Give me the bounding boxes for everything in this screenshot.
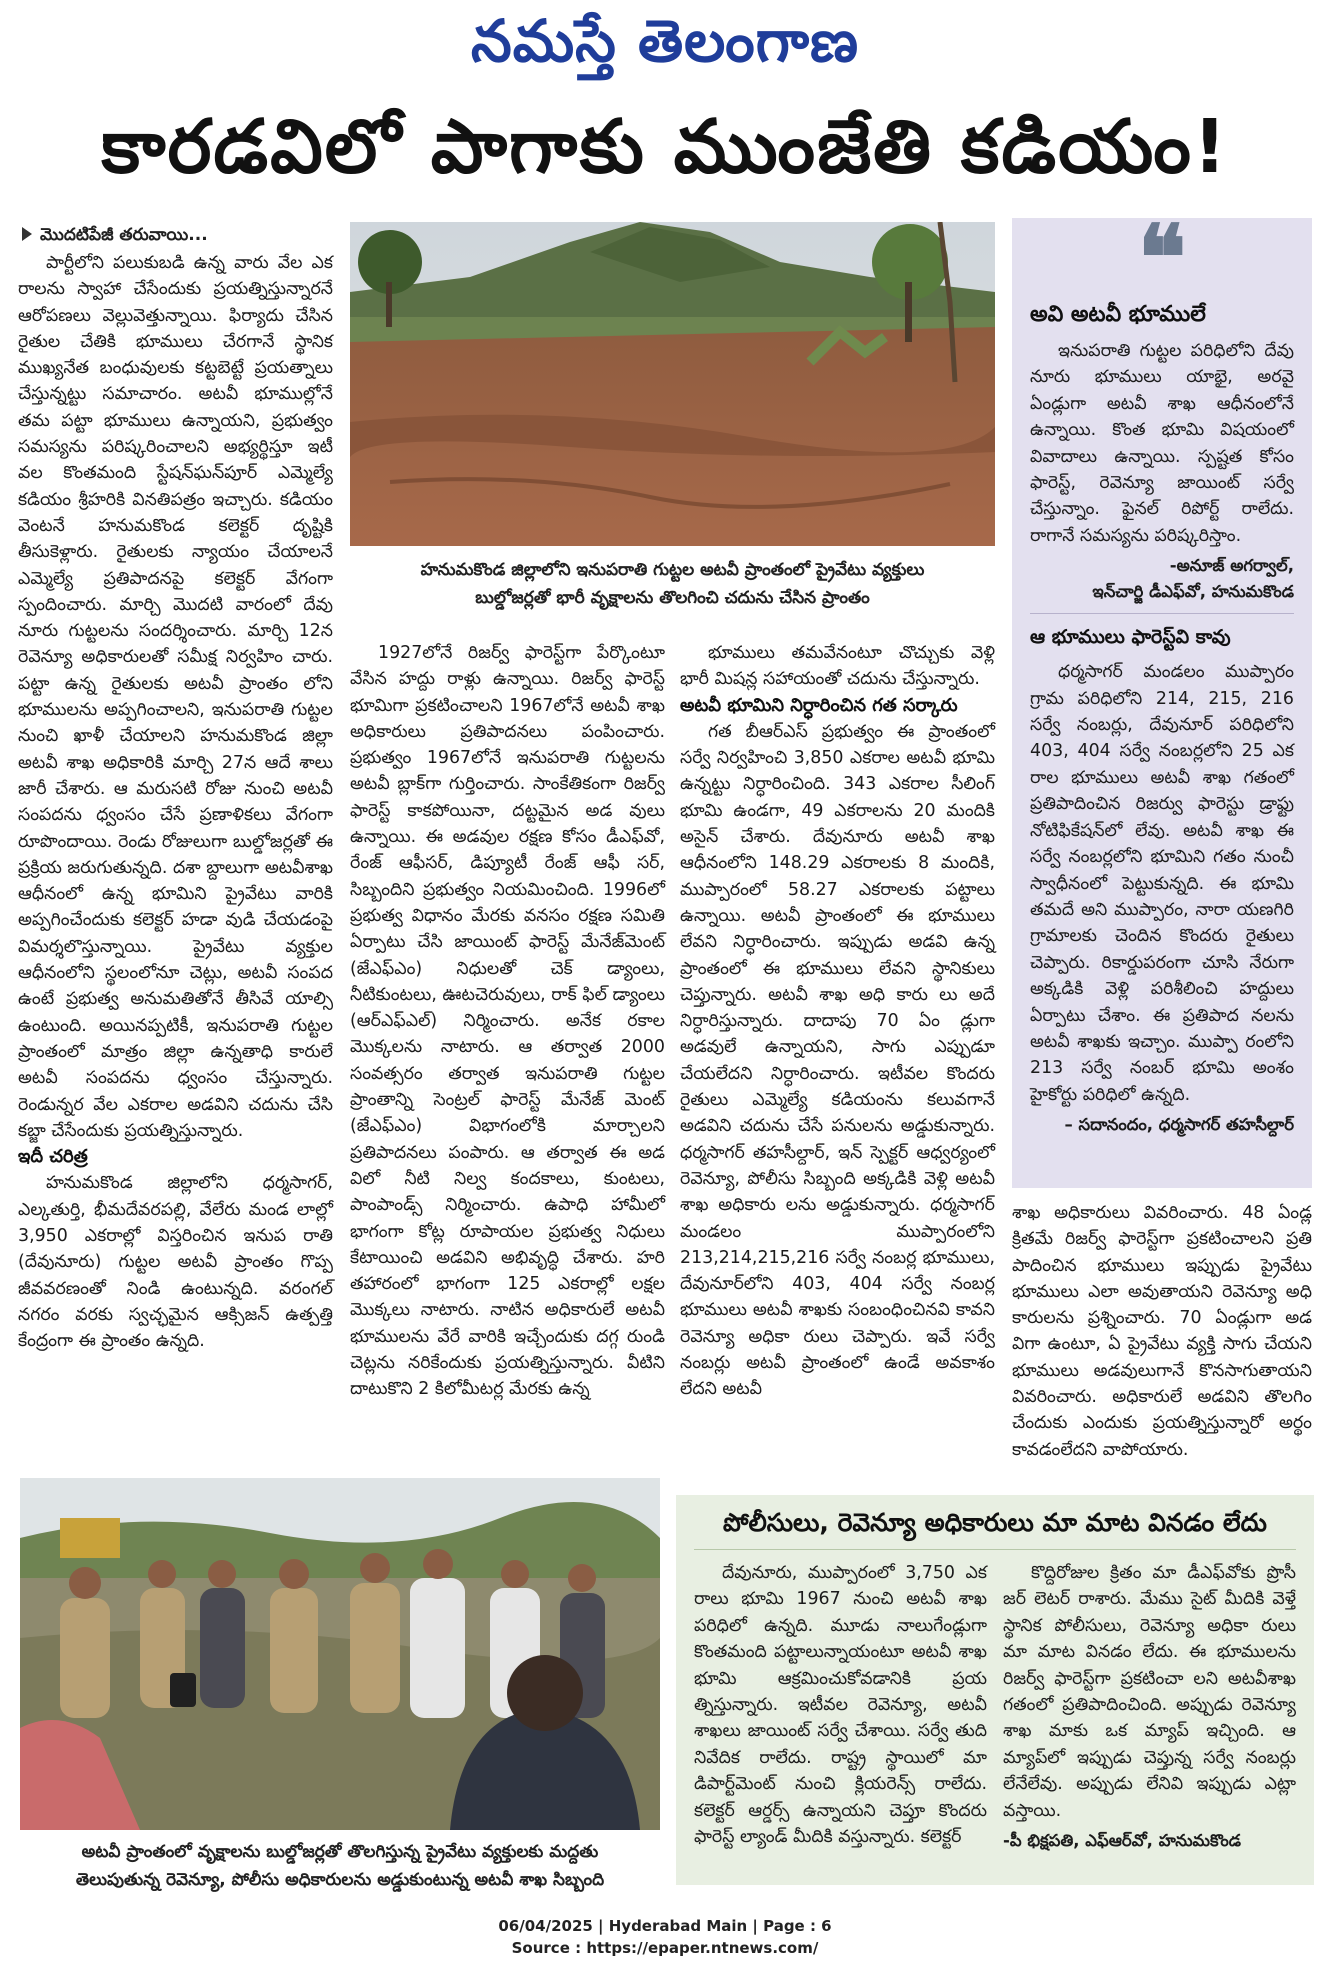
- continuation-kicker: [22, 222, 342, 248]
- photo-cleared-land: [350, 222, 995, 546]
- page-footer: [0, 1915, 1330, 1959]
- paragraph: దేవునూరు, ముప్పారంలో 3,750 ఎక రాలు భూమి 1967 నుంచి అటవీ శాఖ పరిధిలో ఉన్నది. మూడు నాలుగేండ్లుగా కొంతమంది పట్టాలున్నాయంటూ అటవీ శాఖ భూమి ఆక్రమించుకోవడానికి ప్రయ త్నిస్తున్నారు. ఇటీవల రెవెన్యూ, అటవీ శాఖలు జాయింట్ సర్వే చేశాయి. సర్వే తుది నివేదిక రాలేదు. రాష్ట్ర స్థాయిలో మా డిపార్ట్‌మెంట్ నుంచి క్లియరెన్స్ రాలేదు. కలెక్టర్ ఆర్డర్స్ ఉన్నాయని చెప్తూ కొందరు ఫారెస్ట్ ల్యాండ్ మీదికి వస్తున్నారు. కలెక్టర్: [694, 1563, 987, 1848]
- photo-caption-bottom: [20, 1838, 660, 1898]
- landscape-image: [350, 222, 995, 546]
- article-column-3: [680, 640, 995, 1480]
- article-column-4: [1012, 1200, 1312, 1480]
- quote-box-columns: [694, 1560, 1296, 1854]
- article-column-1: [18, 250, 333, 1470]
- paragraph: గత బీఆర్‌ఎస్ ప్రభుత్వం ఈ ప్రాంతంలో సర్వే నిర్వహించి 3,850 ఎకరాల అటవీ భూమి ఉన్నట్టు నిర్ధారించింది. 343 ఎకరాల సీలింగ్ భూమి ఉండగా, 49 ఎకరాలను 20 మందికి అసైన్ చేశారు. దేవునూరు అటవీ శాఖ ఆధీనంలోని 148.29 ఎకరాలకు 8 మందికి, ముప్పారంలో 58.27 ఎకరాలకు పట్టాలు ఉన్నాయి. అటవీ ప్రాంతంలో ఈ భూములు లేవని నిర్ధారించారు. ఇప్పుడు అడవి ఉన్న ప్రాంతంలో ఈ భూములు లేవని స్థానికులు చెప్తున్నారు. అటవీ శాఖ అధి కారు లు అదే నిర్ధారిస్తున్నారు. దాదాపు 70 ఏం డ్లుగా అడవులే ఉన్నాయని, సాగు ఎప్పుడూ చేయలేదని నిర్ధారించారు. ఇటీవల కొందరు రైతులు ఎమ్మెల్యే కడియంను కలువగానే అడవిని చదును చేసే పనులను అడ్డుకున్నారు. ధర్మసాగర్ తహసీల్దార్, ఇన్ స్పెక్టర్ ఆధ్వర్యంలో రెవెన్యూ, పోలీసు సిబ్బంది అక్కడికి వెళ్లి అటవీ శాఖ అధికారు లను అడ్డుకున్నారు. ధర్మసాగర్ మండలం ముప్పారంలోని 213,214,215,216 సర్వే నంబర్ల భూములు, దేవునూర్‌లోని 403, 404 సర్వే నంబర్ల భూములు అటవీ శాఖకు సంబంధించినవి కావని రెవెన్యూ అధికా రులు చెప్పారు. ఇవే సర్వే నంబర్లు అటవీ ప్రాంతంలో ఉండే అవకాశం లేదని అటవీ: [680, 721, 995, 1400]
- headline: కారడవిలో పాగాకు ముంజేతి కడియం!: [101, 104, 1229, 190]
- caption-line: అటవీ ప్రాంతంలో వృక్షాలను బుల్డోజర్లతో తొలగిస్తున్న ప్రైవేటు వ్యక్తులకు మద్దతు: [81, 1842, 599, 1862]
- paragraph: 1927లోనే రిజర్వ్ ఫారెస్ట్‌గా పేర్కొంటూ వేసిన హద్దు రాళ్లు ఉన్నాయి. రిజర్వ్ ఫారెస్ట్ భూమిగా ప్రకటించాలని 1967లోనే అటవీ శాఖ అధికారులు ప్రతిపాదనలు పంపించారు. ప్రభుత్వం 1967లోనే ఇనుపరాతి గుట్టలను అటవీ బ్లాక్‌గా గుర్తించారు. సాంకేతికంగా రిజర్వ్ ఫారెస్ట్ కాకపోయినా, దట్టమైన అడ వులు ఉన్నాయి. ఈ అడవుల రక్షణ కోసం డీఎఫ్‌వో, రేంజ్ ఆఫీసర్, డిప్యూటీ రేంజ్ ఆఫీ సర్, సిబ్బందిని ప్రభుత్వం నియమించింది. 1996లో ప్రభుత్వ విధానం మేరకు వనసం రక్షణ సమితి ఏర్పాటు చేసి జాయింట్ ఫారెస్ట్ మేనేజ్‌మెంట్ (జేఎఫ్‌ఎం) నిధులతో చెక్ డ్యాంలు, నీటికుంటలు, ఊటచెరువులు, రాక్ ఫిల్ డ్యాంలు (ఆర్‌ఎఫ్‌ఎల్) నిర్మించారు. అనేక రకాల మొక్కలను నాటారు. ఆ తర్వాత 2000 సంవత్సరం తర్వాత ఇనుపరాతి గుట్టల ప్రాంతాన్ని సెంట్రల్ ఫారెస్ట్ మేనేజ్ మెంట్ (జేఎఫ్‌ఎం) విభాగంలోకి మార్చాలని ప్రతిపాదనలు పంపారు. ఆ తర్వాత ఈ అడ విలో నీటి నిల్వ కందకాలు, కుంటలు, పాంపాండ్స్ నిర్మించారు. ఉపాధి హామీలో భాగంగా కోట్ల రూపాయల ప్రభుత్వ నిధులు కేటాయించి అడవిని అభివృద్ధి చేశారు. హరి తహారంలో భాగంగా 125 ఎకరాల్లో లక్షల మొక్కలు నాటారు. నాటిన అధికారులే అటవీ భూములను వేరే వారికి ఇచ్చేందుకు దగ్గ రుండి చెట్లను నరికేందుకు ప్రయత్నిస్తున్నారు. వీటిని దాటుకొని 2 కిలోమీటర్ల మేరకు ఉన్న: [350, 643, 665, 1400]
- paragraph: ధర్మసాగర్ మండలం ముప్పారం గ్రామ పరిధిలోని 214, 215, 216 సర్వే నంబర్లు, దేవునూర్ పరిధిలోని 403, 404 సర్వే నంబర్లలోని 25 ఎక రాల భూములు అటవీ శాఖ గతంలో ప్రతిపాదించిన రిజర్వు ఫారెస్టు డ్రాఫ్టు నోటిఫికేషన్‌లో లేవు. అటవీ శాఖ ఈ సర్వే నంబర్లలోని భూమిని గతం నుంచీ స్వాధీనంలో పెట్టుకున్నది. ఈ భూమి తమదే అని ముప్పారం, నారా యణగిరి గ్రామాలకు చెందిన కొందరు రైతులు చెప్పారు. రికార్డుపరంగా చూసి నేరుగా అక్కడికి వెళ్లి పరిశీలించి హద్దులు ఏర్పాటు చేశాం. ఈ ప్రతిపాద నలను అటవీ శాఖకు ఇచ్చాం. ముప్పా రంలోని 213 సర్వే నంబర్ భూమి అంశం హైకోర్టు పరిధిలో ఉన్నది.: [1030, 662, 1294, 1105]
- masthead-logo: నమస్తే తెలంగాణ: [471, 7, 859, 75]
- kicker-text: మొదటిపేజీ తరువాయి...: [40, 225, 208, 245]
- footer-date-edition: 06/04/2025 | Hyderabad Main | Page : 6: [498, 1917, 832, 1935]
- footer-source: Source : https://epaper.ntnews.com/: [511, 1939, 819, 1957]
- photo-officials-at-site: [20, 1478, 660, 1830]
- quote-box-title: పోలీసులు, రెవెన్యూ అధికారులు మా మాట వినడం లేదు: [694, 1505, 1296, 1550]
- signature-name: -అనూజ్ అగర్వాల్,: [1169, 556, 1294, 576]
- sidebar-signature-2: – సదానందం, ధర్మసాగర్ తహసీల్దార్: [1064, 1115, 1294, 1135]
- caption-line: తెలుపుతున్న రెవెన్యూ, పోలీసు అధికారులను అడ్డుకుంటున్న అటవీ శాఖ సిబ్బంది: [75, 1870, 605, 1890]
- sidebar-quotes: [1012, 205, 1312, 1188]
- subhead-previous-govt: అటవీ భూమిని నిర్ధారించిన గత సర్కారు: [680, 694, 958, 716]
- signature-role: ఇన్‌చార్జి డీఎఫ్‌వో, హనుమకొండ: [1092, 582, 1294, 602]
- group-photo-image: [20, 1478, 660, 1830]
- sidebar-body-2: [1030, 659, 1294, 1108]
- caption-line: బుల్డోజర్లతో భారీ వృక్షాలను తొలగించి చదును చేసిన ప్రాంతం: [475, 588, 870, 608]
- caption-line: హనుమకొండ జిల్లాలోని ఇనుపరాతి గుట్టల అటవీ ప్రాంతంలో ప్రైవేటు వ్యక్తులు: [420, 560, 925, 580]
- quote-box-left: [694, 1560, 987, 1854]
- sidebar-body-1: [1030, 338, 1294, 549]
- quote-box-signature: -పీ భిక్షపతి, ఎఫ్‌ఆర్‌వో, హనుమకొండ: [1003, 1831, 1241, 1851]
- paragraph: ఇనుపరాతి గుట్టల పరిధిలోని దేవు నూరు భూములు యాభై, అరవై ఏండ్లుగా అటవీ శాఖ ఆధీనంలోనే ఉన్నాయి. కొంత భూమి విషయంలో వివాదాలు ఉన్నాయి. స్పష్టత కోసం ఫారెస్ట్, రెవెన్యూ జాయింట్ సర్వే చేస్తున్నాం. ఫైనల్ రిపోర్ట్ రాలేదు. రాగానే సమస్యను పరిష్కరిస్తాం.: [1030, 341, 1294, 546]
- subhead-history: ఇదీ చరిత్ర: [18, 1146, 88, 1168]
- sidebar-title-2: ఆ భూములు ఫారెస్ట్‌వి కావు: [1030, 613, 1294, 653]
- photo-caption-top: [350, 556, 995, 616]
- article-column-2: [350, 640, 665, 1470]
- paragraph: హనుమకొండ జిల్లాలోని ధర్మసాగర్, ఎల్కతుర్తి, భీమదేవరపల్లి, వేలేరు మండ లాల్లో 3,950 ఎకరాల్లో విస్తరించిన ఇనుప రాతి (దేవునూరు) గుట్టల అటవీ ప్రాంతం గొప్ప జీవవరణంతో నిండి ఉంటున్నది. వరంగల్ నగరం వరకు స్వచ్ఛమైన ఆక్సిజన్ ఉత్పత్తి కేంద్రంగా ఈ ప్రాంతం ఉన్నది.: [18, 1173, 333, 1352]
- paragraph: భూములు తమవేనంటూ చొచ్చుకు వెళ్లి భారీ మిషన్ల సహాయంతో చదును చేస్తున్నారు.: [680, 643, 995, 690]
- quote-box-right: [1003, 1560, 1296, 1854]
- sidebar-signature-1: [1030, 553, 1294, 605]
- quote-icon: ❝: [1137, 205, 1187, 311]
- sidebar-title-1: అవి అటవీ భూములే: [1030, 302, 1206, 327]
- quote-box-fro: [676, 1495, 1314, 1885]
- paragraph: పార్టీలోని పలుకుబడి ఉన్న వారు వేల ఎక రాలను స్వాహా చేసేందుకు ప్రయత్నిస్తున్నారనే ఆరోపణలు వెల్లువెత్తున్నాయి. ఫిర్యాదు చేసిన రైతుల చేతికి భూములు చేరగానే స్థానిక ముఖ్యనేత బంధువులకు కట్టబెట్టే ప్రయత్నాలు చేస్తున్నట్టు సమాచారం. అటవీ భూముల్లోనే తమ పట్టా భూములు ఉన్నాయని, ప్రభుత్వం సమస్యను పరిష్కరించాలని అభ్యర్థిస్తూ ఇటీ వల కొంతమంది స్టేషన్‌ఘన్‌పూర్ ఎమ్మెల్యే కడియం శ్రీహరికి వినతిపత్రం ఇచ్చారు. కడియం వెంటనే హనుమకొండ కలెక్టర్ దృష్టికి తీసుకెళ్లారు. రైతులకు న్యాయం చేయాలనే ఎమ్మెల్యే ప్రతిపాదనపై కలెక్టర్ వేగంగా స్పందించారు. మార్చి మొదటి వారంలో దేవు నూరు గుట్టలను సందర్శించారు. మార్చి 12న రెవెన్యూ అధికారులతో సమీక్ష నిర్వహిం చారు. పట్టా ఉన్న రైతులకు అటవీ ప్రాంతం లోని భూములను అప్పగించాలని, ఇనుపరాతి గుట్టల నుంచి ఖాళీ చేయాలని హనుమకొండ జిల్లా అటవీ శాఖ అధికారికి మార్చి 27న ఆదే శాలు జారీ చేశారు. ఆ మరుసటి రోజు నుంచి అటవీ సంపదను ధ్వంసం చేసే ప్రణాళికలు వేగంగా రూపొందాయి. రెండు రోజులుగా బుల్డోజర్లతో ఈ ప్రక్రియ జరుగుతున్నది. దశా బ్దాలుగా అటవీశాఖ ఆధీనంలో ఉన్న భూమిని ప్రైవేటు వారికి అప్పగించేందుకు కలెక్టర్ హడా వుడి చేయడంపై విమర్శలొస్తున్నాయి. ప్రైవేటు వ్యక్తుల ఆధీనంలోని స్థలంలోనూ చెట్లు, అటవీ సంపద ఉంటే ప్రభుత్వ అనుమతితోనే తీసివే యాల్సి ఉంటుంది. అయినప్పటికీ, ఇనుపరాతి గుట్టల ప్రాంతంలో మాత్రం జిల్లా ఉన్నతాధి కారులే అటవీ సంపదను ధ్వంసం చేస్తున్నారు. రెండున్నర వేల ఎకరాల అడవిని చదును చేసి కబ్జా చేసేందుకు ప్రయత్నిస్తున్నారు.: [18, 253, 333, 1141]
- paragraph: కొద్దిరోజుల క్రితం మా డీఎఫ్‌వోకు ప్రొసీ జర్ లెటర్ రాశారు. మేము సైట్ మీదికి వెళ్తే స్థానిక పోలీసులు, రెవెన్యూ అధికా రులు మా మాట వినడం లేదు. ఈ భూములను రిజర్వ్ ఫారెస్ట్‌గా ప్రకటించా లని అటవీశాఖ గతంలో ప్రతిపాదించింది. అప్పుడు రెవెన్యూ శాఖ మాకు ఒక మ్యాప్ ఇచ్చింది. ఆ మ్యాప్‌లో ఇప్పుడు చెప్తున్న సర్వే నంబర్లు లేనేలేవు. అప్పుడు లేనివి ఇప్పుడు ఎట్లా వస్తాయి.: [1003, 1563, 1296, 1821]
- arrow-right-icon: [22, 227, 32, 241]
- paragraph: శాఖ అధికారులు వివరించారు. 48 ఏండ్ల క్రితమే రిజర్వ్ ఫారెస్ట్‌గా ప్రకటించాలని ప్రతి పాదించిన భూములు ఇప్పుడు ప్రైవేటు భూములు ఎలా అవుతాయని రెవెన్యూ అధి కారులను ప్రశ్నించారు. 70 ఏండ్లుగా అడ విగా ఉంటూ, ఏ ప్రైవేటు వ్యక్తి సాగు చేయని భూములు అడవులుగానే కొనసాగుతాయని వివరించారు. అధికారులే అడవిని తొలగిం చేందుకు ఎందుకు ప్రయత్నిస్తున్నారో అర్థం కావడంలేదని వాపోయారు.: [1012, 1203, 1312, 1460]
